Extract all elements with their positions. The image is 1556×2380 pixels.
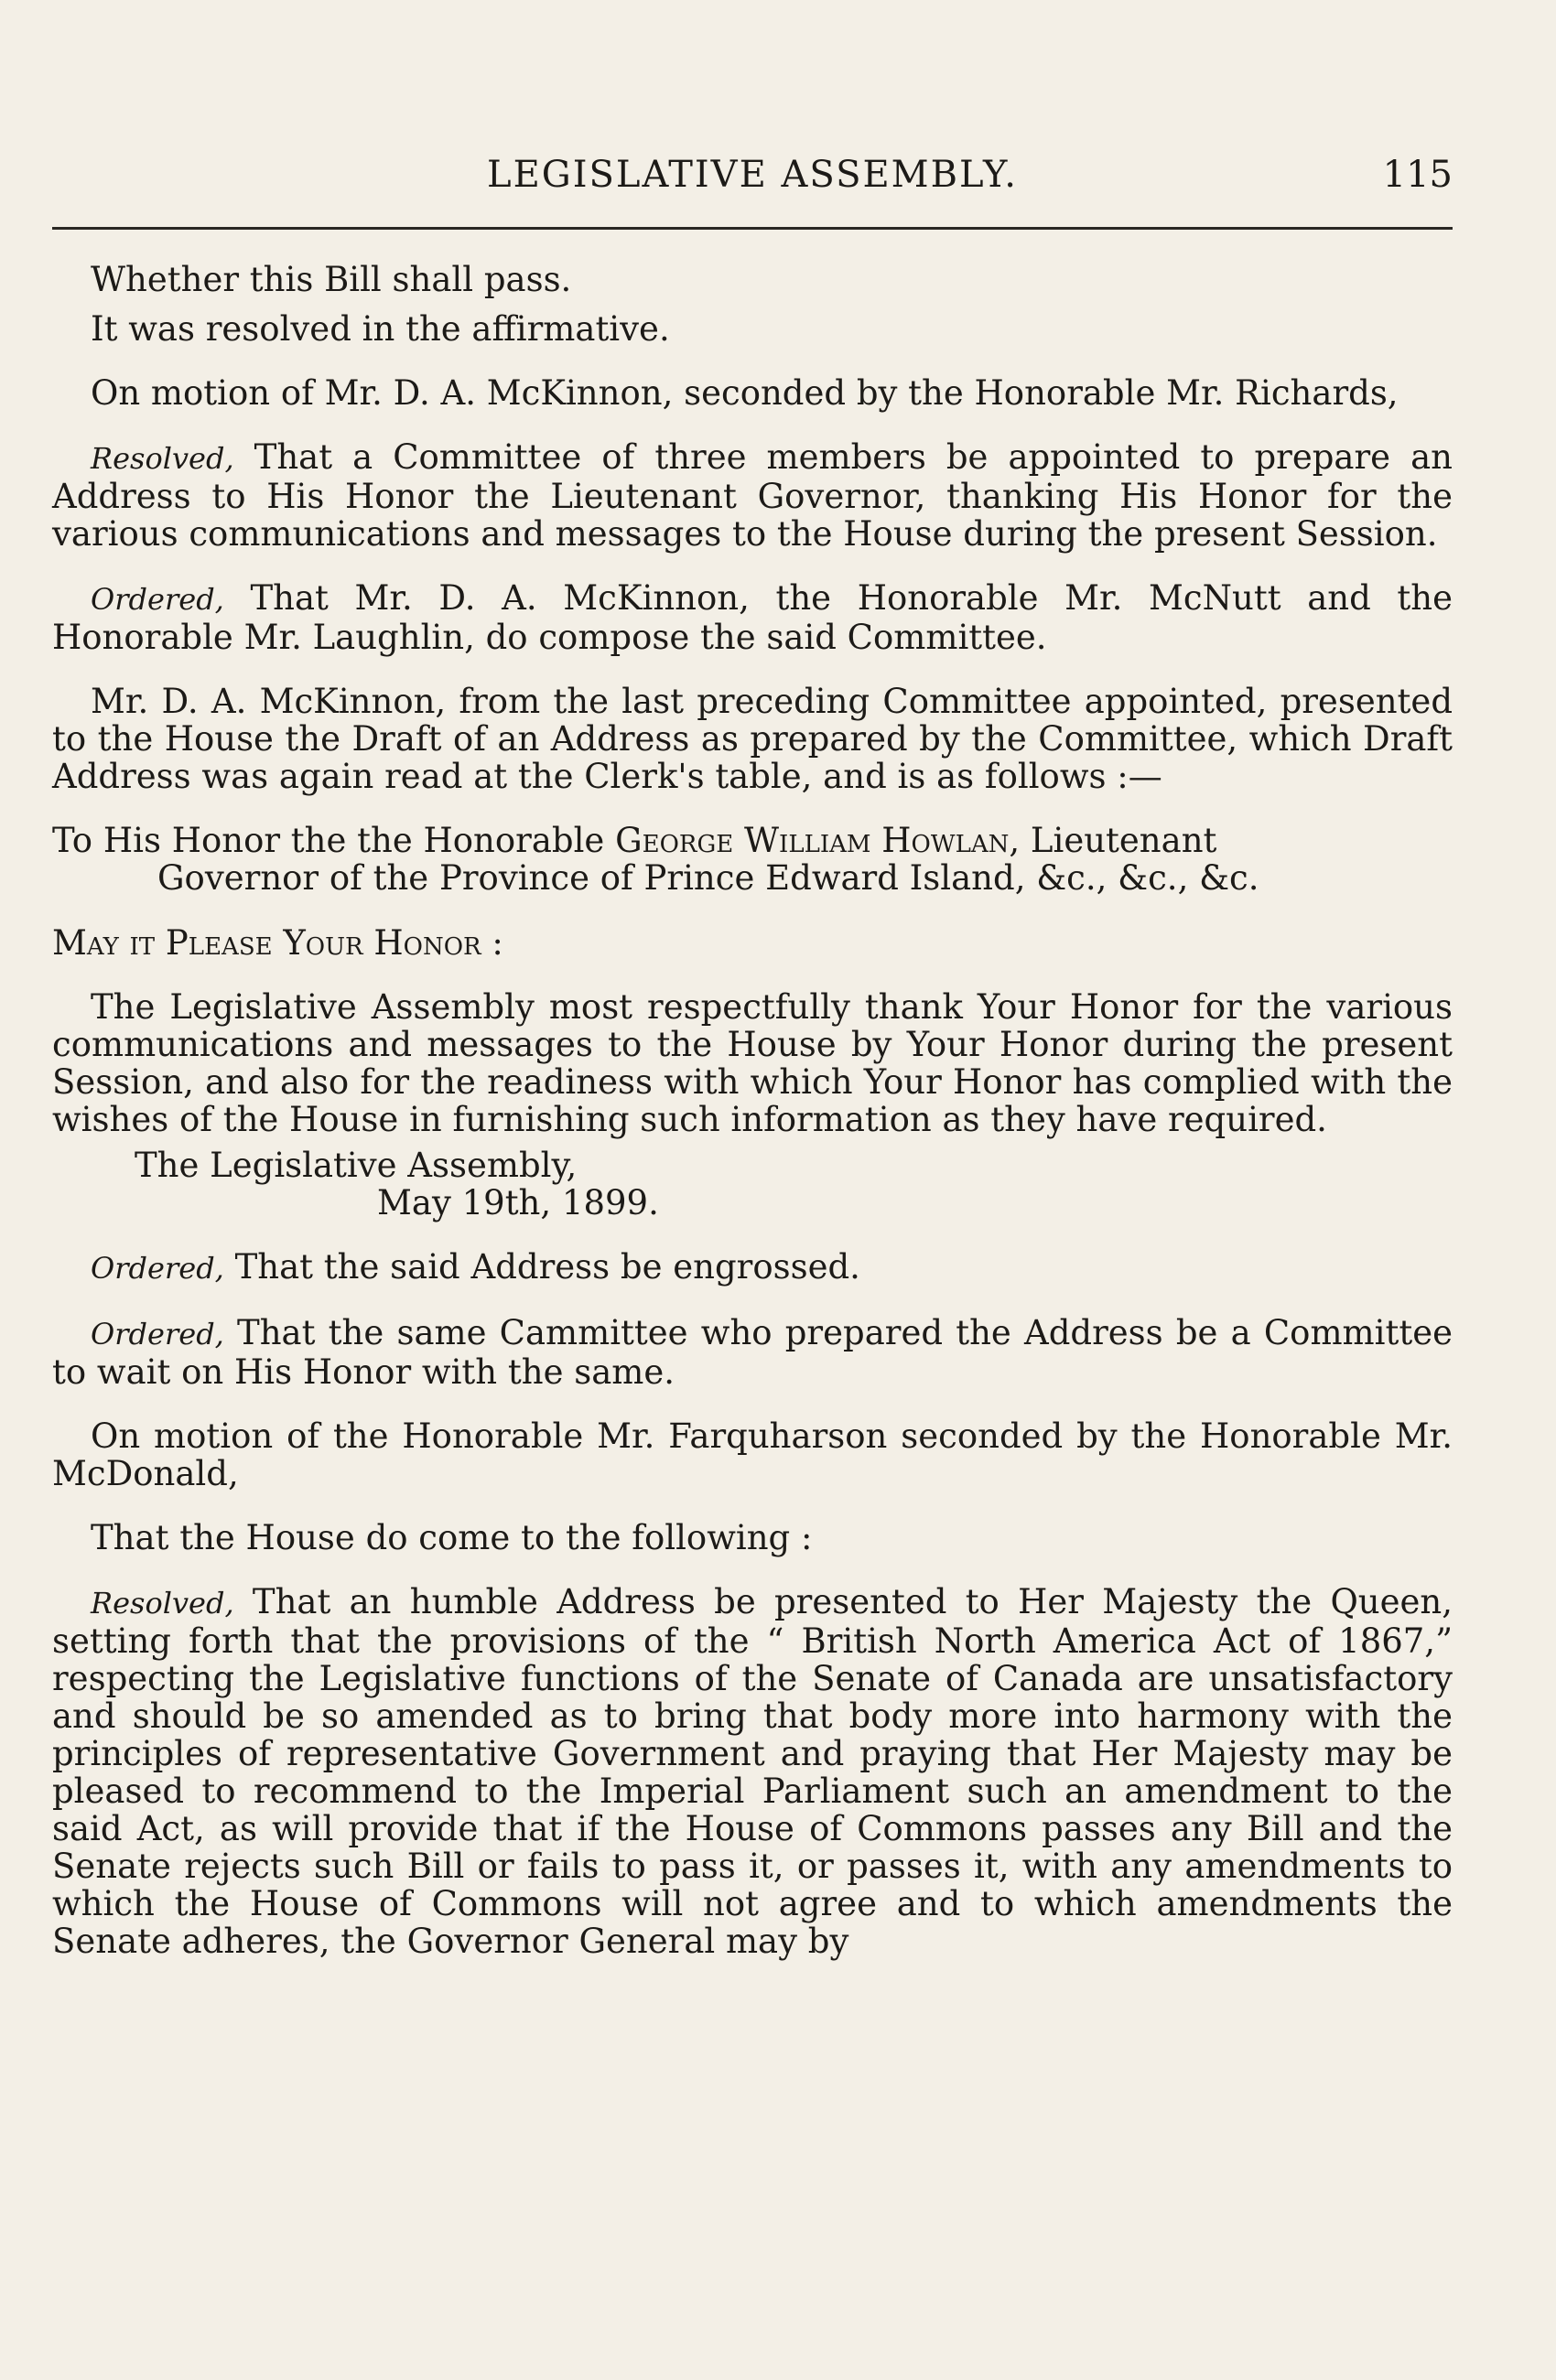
page-header (52, 154, 1453, 209)
signature-line: The Legislative Assembly, (135, 1146, 578, 1185)
paragraph-text: On motion of Mr. D. A. McKinnon, seconded by the Honorable Mr. Richards, (91, 373, 1399, 413)
paragraph (52, 1314, 1453, 1391)
document-page (52, 0, 1453, 2380)
resolved-label: Resolved, (91, 1586, 234, 1621)
resolved-label: Resolved, (91, 441, 234, 476)
signature-block (52, 1147, 1453, 1222)
paragraph-text: That an humble Address be presented to Her Majesty the Queen, setting forth that the provisions of the “ British North America Act of 1867,” respecting the Legislative functions of the Senate of Canada are unsatisfactory and should be so amended as to bring that body more into harmony with the principles of representative Government and praying that Her Majesty may be pleased to recommend to the Imperial Parliament such an amendment to the said Act, as will provide that if the House of Commons passes any Bill and the Senate rejects such Bill or fails to pass it, or passes it, with any amendments to which the House of Commons will not agree and to which amendments the Senate adheres, the Governor General may by (52, 1582, 1453, 1961)
paragraph-text: Whether this Bill shall pass. (91, 260, 572, 299)
paragraph (52, 683, 1453, 795)
paragraph (52, 261, 1453, 298)
paragraph-text: It was resolved in the affirmative. (91, 309, 670, 349)
paragraph (52, 310, 1453, 348)
paragraph-text: That the House do come to the following : (91, 1518, 813, 1557)
paragraph (52, 579, 1453, 656)
address-line-2: Governor of the Province of Prince Edward Island, &c., &c., &c. (157, 858, 1259, 898)
address-suffix: , Lieutenant (1009, 821, 1217, 860)
paragraph (52, 1583, 1453, 1960)
address-line-1 (52, 821, 1216, 860)
paragraph (52, 1417, 1453, 1492)
ordered-label: Ordered, (91, 1251, 224, 1286)
ordered-label: Ordered, (91, 1317, 224, 1352)
salutation: May it Please Your Honor : (52, 923, 503, 963)
lieutenant-governor-name: George William Howlan (615, 821, 1010, 860)
paragraph (52, 988, 1453, 1138)
paragraph (52, 1248, 1453, 1287)
paragraph-text: That the said Address be engrossed. (223, 1247, 860, 1287)
paragraph-text: On motion of the Honorable Mr. Farquharson seconded by the Honorable Mr. McDonald, (52, 1416, 1453, 1493)
paragraph-text: Mr. D. A. McKinnon, from the last preceding Committee appointed, presented to the House the Draft of an Address as prepared by the Committee, which Draft Address was again read at the Clerk's table, and is as follows :— (52, 682, 1453, 796)
paragraph (52, 374, 1453, 412)
ordered-label: Ordered, (91, 582, 224, 617)
paragraph (52, 438, 1453, 553)
paragraph-text: That a Committee of three members be appointed to prepare an Address to His Honor the Lieutenant Governor, thanking His Honor for the various communications and messages to the House during the present Session. (52, 437, 1453, 554)
signature-date: May 19th, 1899. (377, 1183, 659, 1222)
address-heading (52, 822, 1453, 897)
page-number: 115 (1382, 154, 1453, 196)
paragraph-text: The Legislative Assembly most respectfully thank Your Honor for the various communications and messages to the House by Your Honor during the present Session, and also for the readiness with which Your Honor has complied with the wishes of the House in furnishing such information as they have required. (52, 987, 1453, 1139)
paragraph-text: That the same Cammittee who prepared the Address be a Committee to wait on His Honor with the same. (52, 1313, 1453, 1392)
running-head: LEGISLATIVE ASSEMBLY. (487, 154, 1018, 196)
header-rule (52, 227, 1453, 230)
document-body (52, 261, 1453, 1987)
paragraph-text: That Mr. D. A. McKinnon, the Honorable Mr. McNutt and the Honorable Mr. Laughlin, do compose the said Committee. (52, 578, 1453, 657)
paragraph (52, 1519, 1453, 1556)
address-prefix: To His Honor the the Honorable (52, 821, 616, 860)
